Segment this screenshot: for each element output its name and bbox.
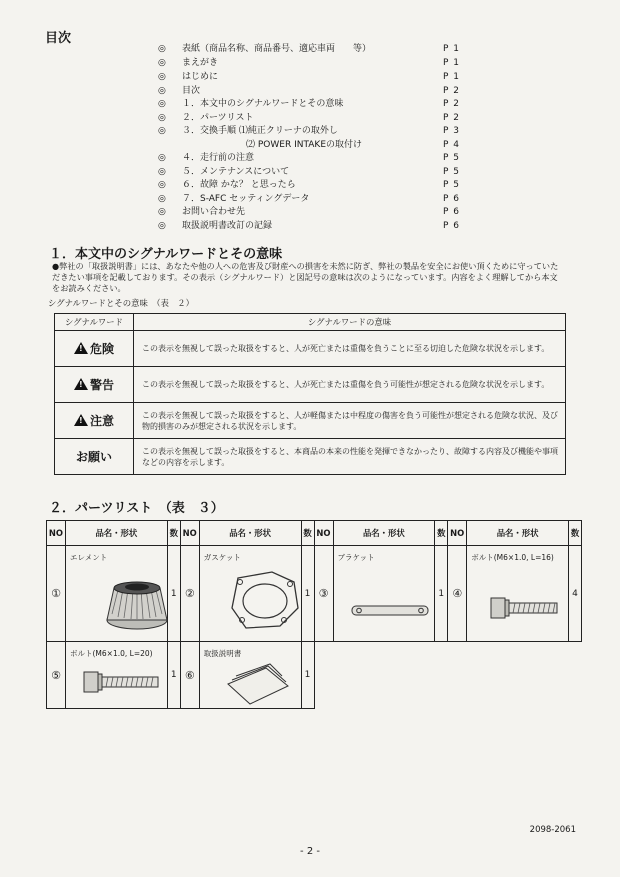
signal-label-cell xyxy=(55,439,134,475)
toc-item-page: P 2 xyxy=(442,99,460,109)
signal-row xyxy=(55,367,566,403)
name-header: 品名・形状 xyxy=(66,521,168,546)
section1-heading: １．本文中のシグナルワードとその意味 xyxy=(49,247,283,262)
manual-sheets-icon xyxy=(222,662,294,706)
no-header: NO xyxy=(448,521,467,546)
part-name: ガスケット xyxy=(203,553,241,562)
toc-bullet: ◎ xyxy=(158,194,166,204)
part-quantity: 1 xyxy=(301,642,314,709)
part-number: ④ xyxy=(448,546,467,642)
warning-triangle-icon xyxy=(74,342,88,354)
section2-heading: ２．パーツリスト （表 ３） xyxy=(49,501,224,516)
parts-list-table xyxy=(46,520,582,709)
name-header: 品名・形状 xyxy=(333,521,435,546)
toc-item xyxy=(158,205,460,219)
part-quantity: 1 xyxy=(167,546,180,642)
part-name: エレメント xyxy=(70,553,108,562)
toc-item xyxy=(158,70,460,84)
no-header: NO xyxy=(314,521,333,546)
toc-item-label: ⑵ POWER INTAKEの取付け xyxy=(246,140,363,150)
name-header: 品名・形状 xyxy=(199,521,301,546)
part-quantity: 4 xyxy=(569,546,582,642)
signal-word-table xyxy=(54,313,566,475)
qty-header: 数 xyxy=(435,521,448,546)
toc-item xyxy=(158,56,460,70)
toc-bullet: ◎ xyxy=(158,180,166,190)
part-name: 取扱説明書 xyxy=(203,649,242,658)
signal-row xyxy=(55,439,566,475)
toc-item-page: P 5 xyxy=(442,153,460,163)
gasket-icon xyxy=(224,568,308,632)
toc-item-page: P 6 xyxy=(442,207,460,217)
toc-item-label: 取扱説明書改訂の記録 xyxy=(182,221,273,231)
part-number: ② xyxy=(180,546,199,642)
toc-item xyxy=(158,42,460,56)
toc-bullet: ◎ xyxy=(158,113,166,123)
toc-item-page: P 5 xyxy=(442,180,460,190)
signal-description: この表示を無視して誤った取扱をすると、人が死亡または重傷を負うことに至る切迫した危険な状況を示します。 xyxy=(134,331,566,367)
part-number: ⑤ xyxy=(47,642,66,709)
signal-label: 危険 xyxy=(89,342,114,356)
toc-item xyxy=(158,124,460,138)
toc-item-label: まえがき xyxy=(182,58,219,68)
warning-triangle-icon xyxy=(74,414,88,426)
signal-table-caption: シグナルワードとその意味 （表 ２） xyxy=(48,298,194,308)
toc-item-page: P 4 xyxy=(442,140,460,150)
toc-item-label: ２．パーツリスト xyxy=(182,113,254,123)
air-filter-element-icon xyxy=(104,574,170,632)
toc-item xyxy=(158,192,460,206)
part-number: ① xyxy=(47,546,66,642)
toc-item-label: ７．S-AFC セッティングデータ xyxy=(182,194,310,204)
page-number: - 2 - xyxy=(300,846,320,857)
parts-table-header xyxy=(47,521,582,546)
bolt-icon xyxy=(489,594,561,622)
toc-item-label: １．本文中のシグナルワードとその意味 xyxy=(182,99,344,109)
part-cell xyxy=(333,546,435,642)
signal-row xyxy=(55,403,566,439)
signal-label-cell xyxy=(55,367,134,403)
toc-bullet: ◎ xyxy=(158,86,166,96)
warning-triangle-icon xyxy=(74,378,88,390)
toc-item-label: ６．故障 かな？ と思ったら xyxy=(182,180,296,190)
part-quantity: 1 xyxy=(167,642,180,709)
signal-table-header xyxy=(55,314,566,331)
toc-item xyxy=(158,151,460,165)
signal-label: 注意 xyxy=(89,414,114,428)
qty-header: 数 xyxy=(569,521,582,546)
toc-bullet: ◎ xyxy=(158,72,166,82)
toc-item-page: P 1 xyxy=(442,44,460,54)
toc-bullet: ◎ xyxy=(158,207,166,217)
toc-bullet: ◎ xyxy=(158,153,166,163)
toc-item-page: P 5 xyxy=(442,167,460,177)
signal-row xyxy=(55,331,566,367)
name-header: 品名・形状 xyxy=(467,521,569,546)
toc-bullet: ◎ xyxy=(158,126,166,136)
signal-word-header: シグナルワード xyxy=(55,314,134,331)
toc-item-page: P 6 xyxy=(442,194,460,204)
toc-item xyxy=(158,138,460,152)
part-cell xyxy=(66,546,168,642)
toc-item-label: ３．交換手順 ⑴純正クリーナの取外し xyxy=(182,126,338,136)
toc-item-label: 表紙（商品名称、商品番号、適応車両 等） xyxy=(182,44,372,54)
bracket-icon xyxy=(350,602,430,620)
toc-item xyxy=(158,111,460,125)
toc-item-label: はじめに xyxy=(182,72,219,82)
signal-description: この表示を無視して誤った取扱をすると、人が軽傷または中程度の傷害を負う可能性が想定される危険な状況、及び物的損害のみが想定される状況を示します。 xyxy=(134,403,566,439)
no-header: NO xyxy=(47,521,66,546)
toc-item xyxy=(158,84,460,98)
parts-row xyxy=(47,642,582,709)
parts-row xyxy=(47,546,582,642)
toc-item xyxy=(158,165,460,179)
toc-item xyxy=(158,219,460,233)
part-cell xyxy=(467,546,569,642)
toc-item xyxy=(158,178,460,192)
part-cell xyxy=(199,642,301,709)
toc-bullet: ◎ xyxy=(158,58,166,68)
part-name: ボルト(M6×1.0, L=16) xyxy=(471,553,554,562)
no-header: NO xyxy=(180,521,199,546)
signal-label-cell xyxy=(55,403,134,439)
part-number: ③ xyxy=(314,546,333,642)
signal-description: この表示を無視して誤った取扱をすると、本商品の本来の性能を発揮できなかったり、故障する内容及び機能や事項などの内容を示します。 xyxy=(134,439,566,475)
signal-label: お願い xyxy=(75,450,112,464)
toc-item-page: P 1 xyxy=(442,58,460,68)
part-name: ブラケット xyxy=(337,553,375,562)
part-quantity: 1 xyxy=(435,546,448,642)
document-number: 2098-2061 xyxy=(529,825,576,835)
toc-item-page: P 1 xyxy=(442,72,460,82)
part-cell xyxy=(66,642,168,709)
toc-item-page: P 6 xyxy=(442,221,460,231)
toc-item-label: お問い合わせ先 xyxy=(182,207,246,217)
toc-item-page: P 2 xyxy=(442,86,460,96)
toc-bullet: ◎ xyxy=(158,167,166,177)
section1-intro: ●弊社の「取扱説明書」には、あなたや他の人への危害及び財産への損害を未然に防ぎ、弊社の製品を安全にお使い頂くために守っていただきたい事項を記載しております。その表示（シグナルワード）と図記号の意味は次のようになっています。内容をよく理解してから本文をお読みください。 xyxy=(52,261,559,293)
part-cell xyxy=(199,546,301,642)
signal-label-cell xyxy=(55,331,134,367)
bolt-icon xyxy=(82,668,162,696)
qty-header: 数 xyxy=(301,521,314,546)
toc-item-page: P 3 xyxy=(442,126,460,136)
signal-description: この表示を無視して誤った取扱をすると、人が死亡または重傷を負う可能性が想定される危険な状況を示します。 xyxy=(134,367,566,403)
part-name: ボルト(M6×1.0, L=20) xyxy=(70,649,153,658)
toc-bullet: ◎ xyxy=(158,221,166,231)
signal-meaning-header: シグナルワードの意味 xyxy=(134,314,566,331)
toc-item-label: 目次 xyxy=(182,86,201,96)
toc-title: 目次 xyxy=(45,31,72,46)
signal-label: 警告 xyxy=(89,378,114,392)
toc-item-label: ５．メンテナンスについて xyxy=(182,167,290,177)
toc-bullet: ◎ xyxy=(158,44,166,54)
part-quantity: 1 xyxy=(301,546,314,642)
part-number: ⑥ xyxy=(180,642,199,709)
toc-bullet: ◎ xyxy=(158,99,166,109)
toc-item-label: ４．走行前の注意 xyxy=(182,153,255,163)
toc-item-page: P 2 xyxy=(442,113,460,123)
toc-item xyxy=(158,97,460,111)
qty-header: 数 xyxy=(167,521,180,546)
